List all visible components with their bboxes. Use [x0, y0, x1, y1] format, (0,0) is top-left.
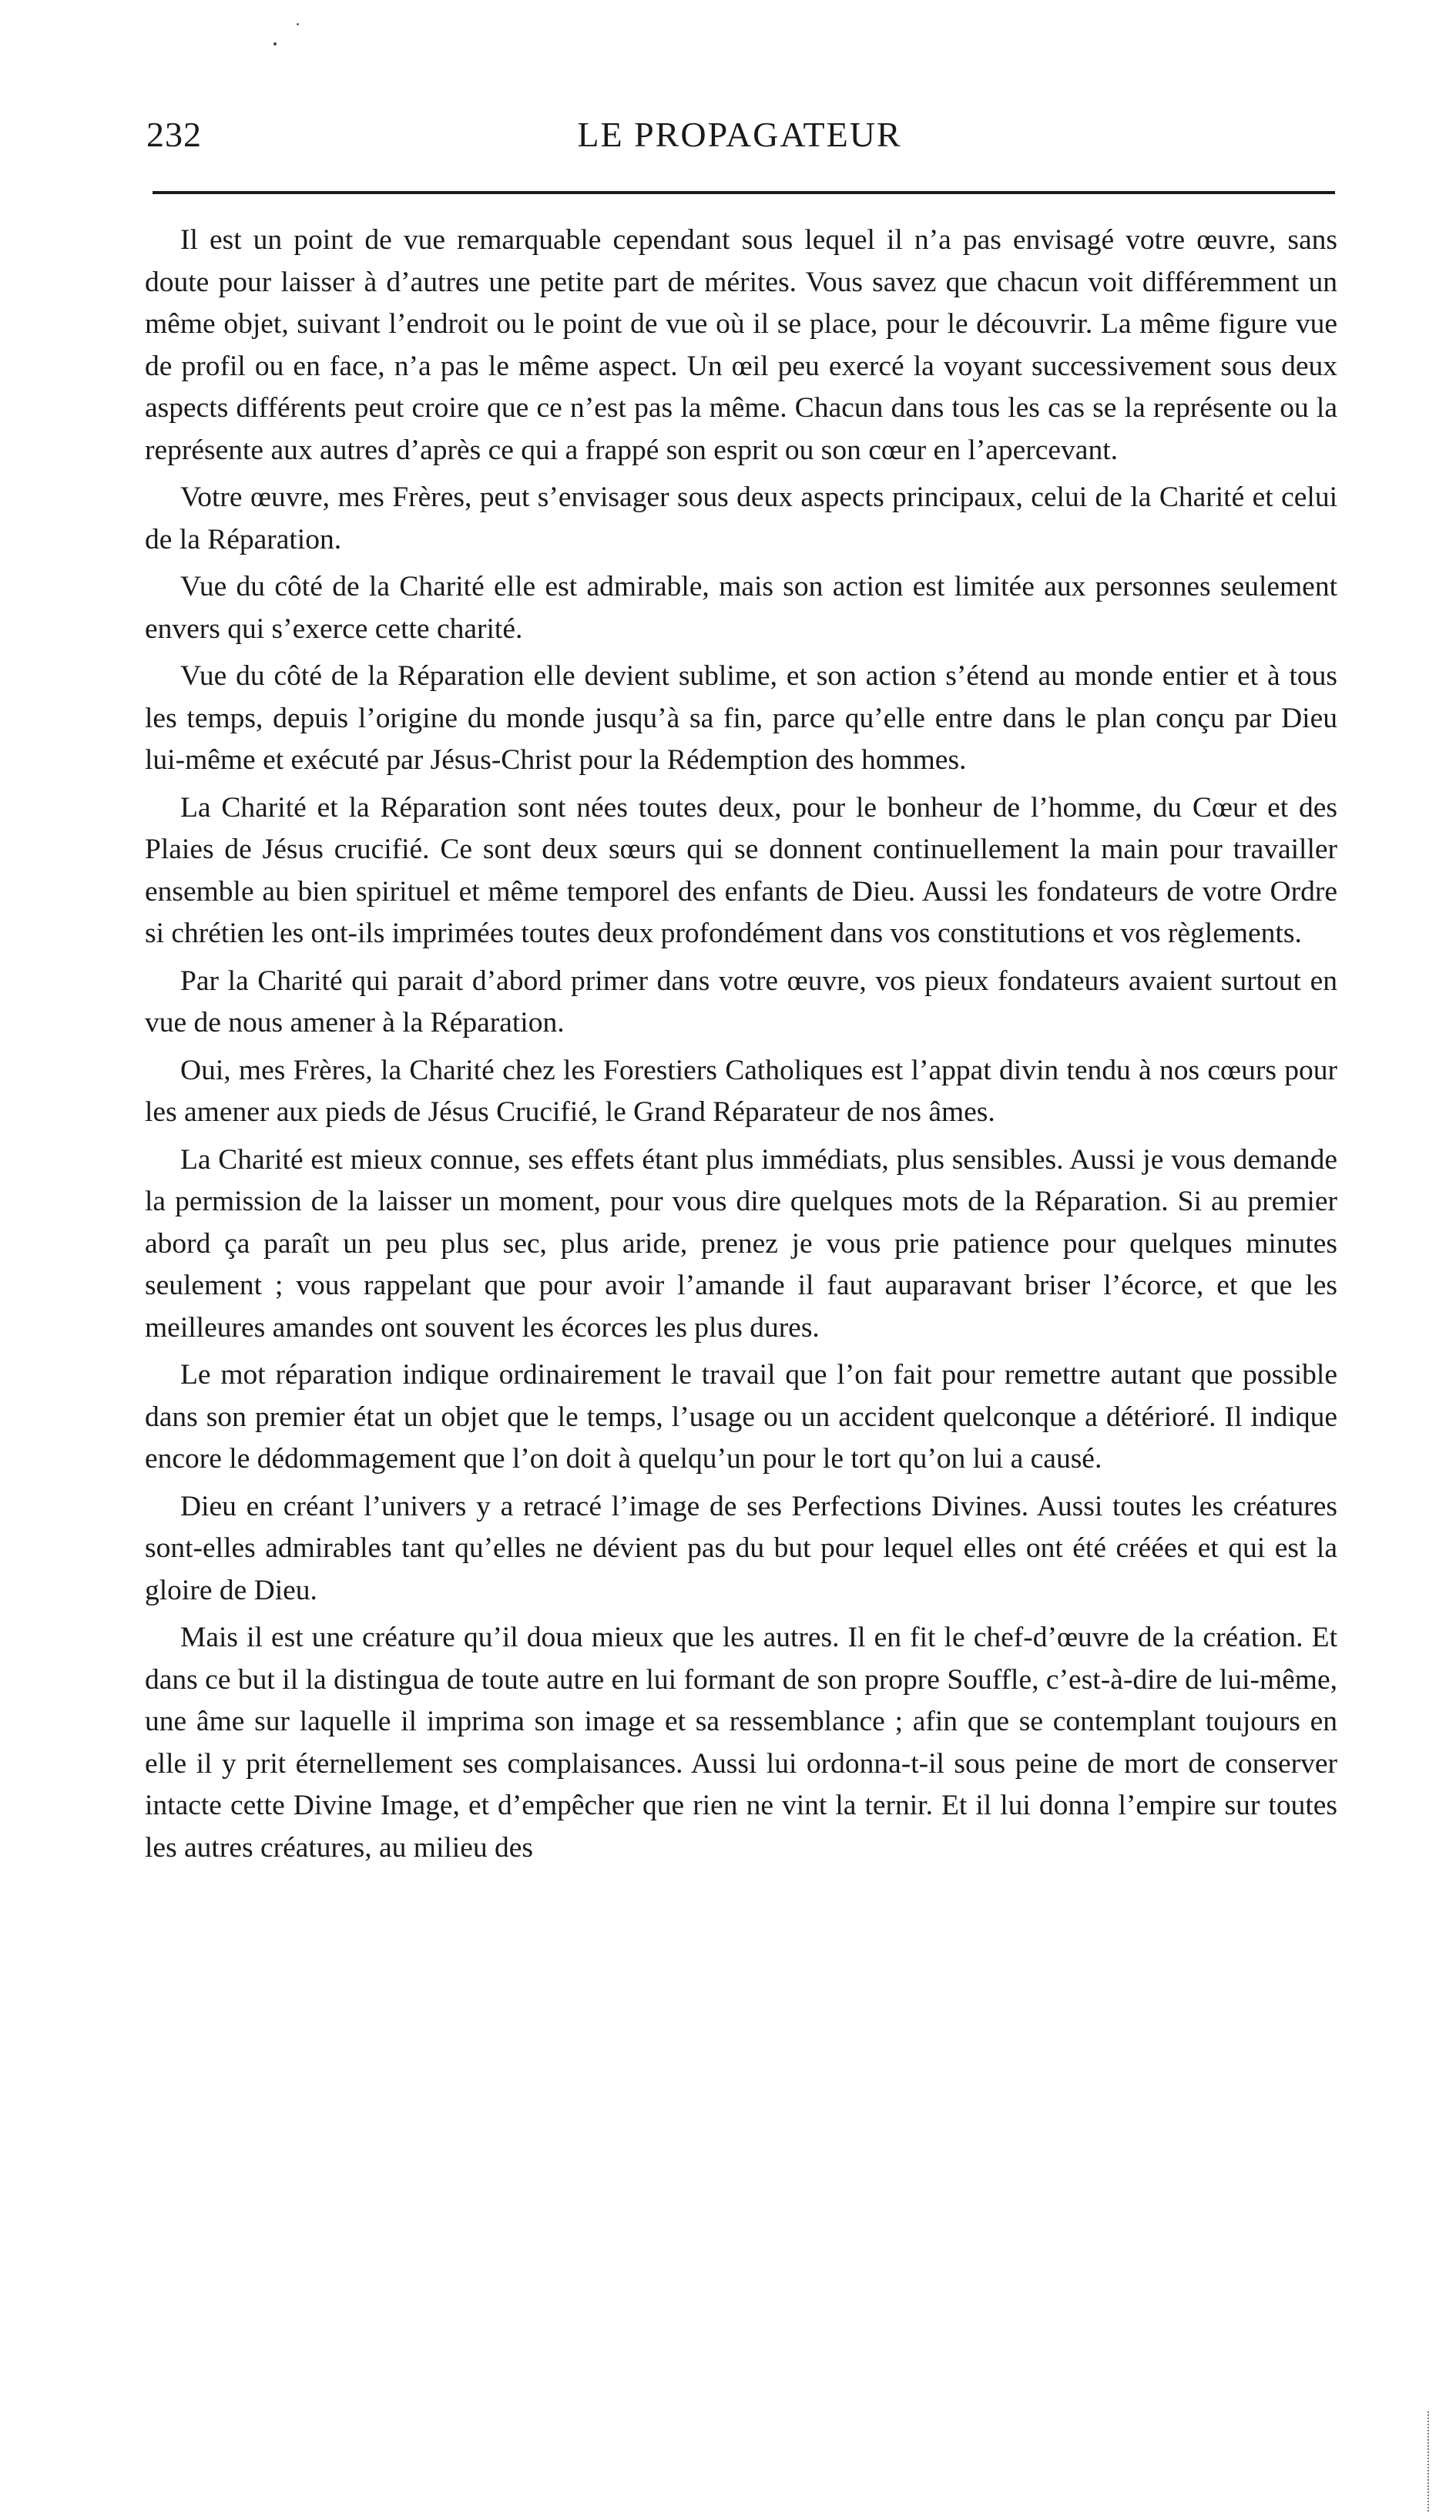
page-edge-marks [1427, 2411, 1434, 2512]
print-speck [273, 42, 277, 45]
print-speck [297, 23, 299, 25]
header-rule [153, 191, 1335, 194]
paragraph: Votre œuvre, mes Frères, peut s’envisager sous deux aspects principaux, celui de la Charité et celui de la Réparation. [145, 482, 1337, 555]
paragraph: La Charité est mieux connue, ses effets étant plus immédiats, plus sensibles. Aussi je vous demande la permission de la laisser un moment, pour vous dire quelques mots de la Réparation. Si au premier abord ça paraît un peu plus sec, plus aride, prenez je vous prie patience pour quelques minutes seulement ; vous rappelant que pour avoir l’amande il faut auparavant briser l’écorce, et que les meilleures amandes ont souvent les écorces les plus dures. [145, 1143, 1337, 1344]
paragraph: Mais il est une créature qu’il doua mieux que les autres. Il en fit le chef-d’œuvre de la création. Et dans ce but il la distingua de toute autre en lui formant de son propre Souffle, c’est-à-dire de lui-même, une âme sur laquelle il imprima son image et sa ressemblance ; afin que se contemplant toujours en elle il y prit éternellement ses complaisances. Aussi lui ordonna-t-il sous peine de mort de conserver intacte cette Divine Image, et d’empêcher que rien ne vint la ternir. Et il lui donna l’empire sur toutes les autres créatures, au milieu des [145, 1622, 1337, 1864]
page-header [146, 108, 1333, 162]
paragraph: Dieu en créant l’univers y a retracé l’image de ses Perfections Divines. Aussi toutes les créatures sont-elles admirables tant qu’elles ne dévient pas du but pour lequel elles ont été créées et qui est la gloire de Dieu. [145, 1490, 1337, 1606]
body-text [145, 220, 1337, 1874]
paragraph: Vue du côté de la Charité elle est admirable, mais son action est limitée aux personnes seulement envers qui s’exerce cette charité. [145, 571, 1337, 645]
paragraph: Oui, mes Frères, la Charité chez les Forestiers Catholiques est l’appat divin tendu à nos cœurs pour les amener aux pieds de Jésus Crucifié, le Grand Réparateur de nos âmes. [145, 1054, 1337, 1128]
paragraph: Vue du côté de la Réparation elle devient sublime, et son action s’étend au monde entier et à tous les temps, depuis l’origine du monde jusqu’à sa fin, parce qu’elle entre dans le plan conçu par Dieu lui-même et exécuté par Jésus-Christ pour la Rédemption des hommes. [145, 660, 1337, 776]
running-title: LE PROPAGATEUR [577, 115, 902, 154]
paragraph: Il est un point de vue remarquable cependant sous lequel il n’a pas envisagé votre œuvre, sans doute pour laisser à d’autres une petite part de mérites. Vous savez que chacun voit différemment un même objet, suivant l’endroit ou le point de vue où il se place, pour le découvrir. La même figure vue de profil ou en face, n’a pas le même aspect. Un œil peu exercé la voyant successivement sous deux aspects différents peut croire que ce n’est pas la même. Chacun dans tous les cas se la représente ou la représente aux autres d’après ce qui a frappé son esprit ou son cœur en l’apercevant. [145, 224, 1337, 466]
paragraph: La Charité et la Réparation sont nées toutes deux, pour le bonheur de l’homme, du Cœur et des Plaies de Jésus crucifié. Ce sont deux sœurs qui se donnent continuellement la main pour travailler ensemble au bien spirituel et même temporel des enfants de Dieu. Aussi les fondateurs de votre Ordre si chrétien les ont-ils imprimées toutes deux profondément dans vos constitutions et vos règlements. [145, 791, 1337, 949]
paragraph: Le mot réparation indique ordinairement le travail que l’on fait pour remettre autant que possible dans son premier état un objet que le temps, l’usage ou un accident quelconque a détérioré. Il indique encore le dédommagement que l’on doit à quelqu’un pour le tort qu’on lui a causé. [145, 1359, 1337, 1475]
paragraph: Par la Charité qui parait d’abord primer dans votre œuvre, vos pieux fondateurs avaient surtout en vue de nous amener à la Réparation. [145, 965, 1337, 1039]
page-number: 232 [146, 115, 202, 154]
